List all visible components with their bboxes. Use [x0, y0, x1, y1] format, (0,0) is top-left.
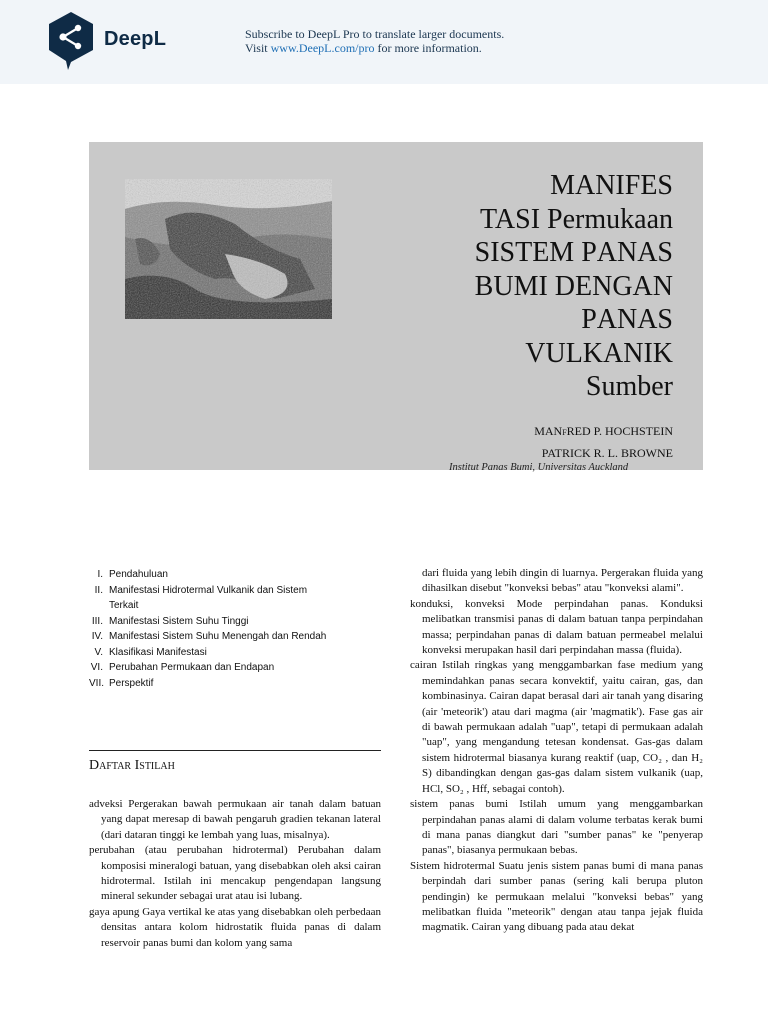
- title-fragment: TASI: [480, 203, 541, 235]
- section-divider: [89, 750, 381, 751]
- glossary-left-column: [89, 797, 381, 951]
- table-of-contents: [89, 567, 329, 691]
- title-line: [343, 270, 673, 304]
- title-fragment: V: [525, 337, 546, 369]
- deepl-logo-icon: [46, 10, 96, 72]
- title-fragment: P: [581, 237, 597, 268]
- title-line: [343, 337, 673, 371]
- toc-item[interactable]: [89, 567, 329, 583]
- toc-text: Pendahuluan: [109, 569, 168, 580]
- title-block: [89, 142, 703, 470]
- toc-text: Manifestasi Hidrotermal Vulkanik dan Sistem Terkait: [109, 584, 308, 611]
- title-fragment: M: [550, 170, 575, 201]
- title-fragment: Permukaan: [540, 203, 673, 235]
- affiliation: Institut Panas Bumi, Universitas Auckland: [449, 462, 629, 473]
- deepl-pro-link[interactable]: www.DeepL.com/pro: [270, 41, 375, 55]
- title-fragment: UMI DENGAN: [493, 270, 673, 302]
- toc-number: IV.: [91, 631, 103, 642]
- glossary-entry: sistem panas bumi Istilah umum yang menggambarkan perpindahan panas alami di dalam volume terbatas kerak bumi di mana panas diangkut dari "sumber panas" ke "penyerap panas", biasanya permukaan bebas.: [410, 798, 703, 857]
- toc-item[interactable]: [89, 614, 329, 630]
- title-fragment: B: [474, 270, 494, 302]
- toc-number: VII.: [89, 677, 105, 689]
- subscribe-line: Subscribe to DeepL Pro to translate larger documents.: [245, 27, 505, 41]
- visit-line: [245, 41, 504, 55]
- toc-number: II.: [94, 584, 103, 596]
- authors: [534, 420, 673, 464]
- title-fragment: ANAS: [596, 237, 673, 268]
- toc-text: Perspektif: [109, 677, 154, 689]
- author-2: PATRICK R. L. BROWNE: [541, 446, 673, 460]
- glossary-entry: Sistem hidrotermal Suatu jenis sistem panas bumi di mana panas berpindah dari sumber panas (sering kali berupa pluton pendingin) ke permukaan melalui "konveksi bebas" yang melibatkan fluida "meteorik" dengan atau tanpa jejak fluida magmatik. Cairan yang dibuang pada atau dekat: [410, 859, 703, 934]
- title-line: [343, 370, 673, 404]
- glossary-right-column: [410, 566, 703, 936]
- toc-item[interactable]: [89, 676, 329, 692]
- title-fragment: S: [474, 237, 491, 268]
- title-fragment: ULKANIK: [545, 337, 673, 369]
- toc-item[interactable]: [89, 660, 329, 676]
- visit-prefix: Visit: [245, 41, 271, 55]
- toc-item[interactable]: [89, 645, 329, 661]
- toc-item[interactable]: [89, 583, 329, 614]
- title-fragment: P: [581, 304, 597, 335]
- visit-suffix: for more information.: [374, 41, 482, 55]
- volcanic-feature-photo: [125, 179, 332, 319]
- toc-text: Klasifikasi Manifestasi: [109, 646, 207, 658]
- deepl-brand-name: DeepL: [104, 28, 167, 50]
- toc-number: I.: [97, 569, 103, 580]
- toc-number: III.: [91, 615, 103, 627]
- toc-item[interactable]: [89, 629, 329, 645]
- author-1: MANfRED P. HOCHSTEIN: [534, 424, 673, 438]
- title-fragment: ISTEM: [490, 237, 582, 268]
- title-fragment: Sumber: [585, 371, 673, 402]
- deepl-banner: [0, 0, 768, 84]
- subscribe-message: [245, 27, 504, 55]
- title-fragment: ANIFES: [574, 170, 673, 201]
- toc-text: Manifestasi Sistem Suhu Menengah dan Rendah: [109, 631, 327, 642]
- glossary-entry: gaya apung Gaya vertikal ke atas yang disebabkan oleh perbedaan densitas antara kolom hidrostatik fluida panas di dalam reservoir panas bumi dan kolom yang sama: [89, 905, 381, 949]
- toc-text: Perubahan Permukaan dan Endapan: [109, 662, 275, 673]
- glossary-entry: cairan Istilah ringkas yang menggambarkan fase medium yang memindahkan panas secara konvektif, yaitu cairan, gas, dan kombinasinya. Cairan dapat berasal dari air tanah yang disaring (air 'meteorik') atau dari magma (air 'magmatik'). Fase gas air di bawah permukaan adalah "uap", tetapi di permukaan adalah "uap", yang mengandung tetesan kondensat. Gas-gas dalam sistem hidrotermal biasanya kurang reaktif (uap, CO₂ , dan H₂ S) dibandingkan dengan gas-gas dalam sistem vulkanik (uap, HCl, SO₂ , Hff, sebagai contoh).: [410, 659, 703, 795]
- title-line: [343, 203, 673, 237]
- toc-text: Manifestasi Sistem Suhu Tinggi: [109, 615, 249, 627]
- glossary-entry: konduksi, konveksi Mode perpindahan panas. Konduksi melibatkan transmisi panas di dalam batuan tanpa perpindahan massa; perpindahan panas di dalam batuan permeabel melalui konveksi merupakan hasil dari perpindahan massa (fluida).: [410, 597, 703, 657]
- deepl-logo[interactable]: [46, 10, 176, 74]
- title-line: [343, 303, 673, 337]
- glossary-entry: perubahan (atau perubahan hidrotermal) Perubahan dalam komposisi mineralogi batuan, yang disebabkan oleh aksi cairan hidrotermal. Istilah ini mencakup pengendapan langsung mineral sekunder sebagai urat atau isi lubang.: [89, 844, 381, 903]
- glossary-entry: adveksi Pergerakan bawah permukaan air tanah dalam batuan yang dapat meresap di bawah pengaruh gradien tekanan lateral (dari dataran tinggi ke lembah yang luas, misalnya).: [89, 798, 381, 841]
- toc-number: V.: [94, 646, 103, 658]
- document-title: [343, 169, 673, 404]
- toc-number: VI.: [90, 662, 103, 673]
- title-fragment: ANAS: [596, 304, 673, 335]
- glossary-entry-continuation: dari fluida yang lebih dingin di luarnya. Pergerakan fluida yang dihasilkan disebut "konveksi bebas" atau "konveksi alami".: [422, 567, 703, 595]
- glossary-heading: Daftar Istilah: [89, 758, 175, 773]
- title-line: [343, 236, 673, 270]
- title-line: [343, 169, 673, 203]
